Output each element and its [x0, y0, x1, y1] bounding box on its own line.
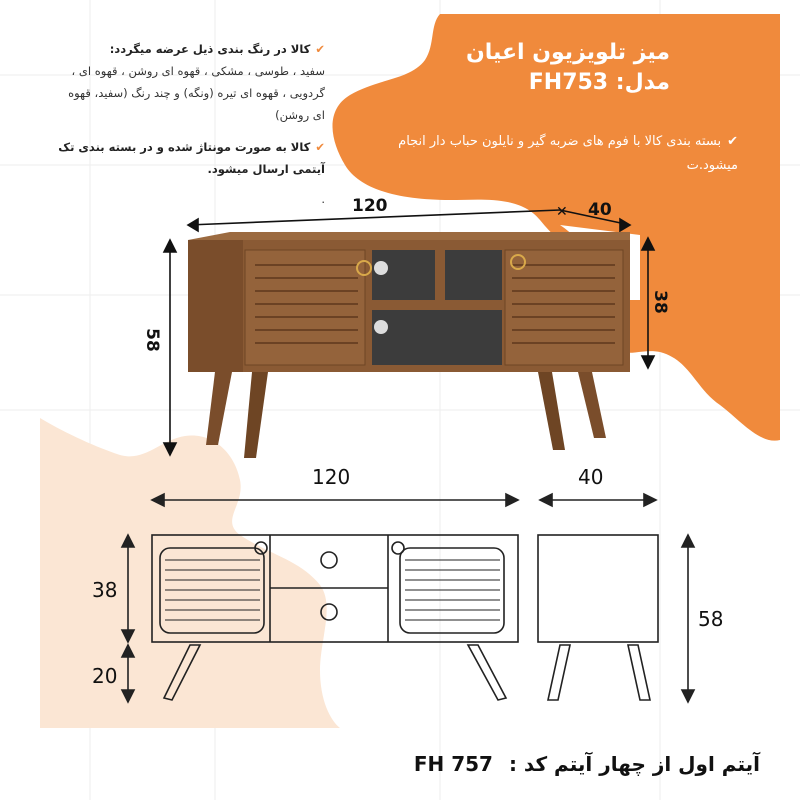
photo-width-label: 120	[352, 196, 388, 216]
item-code-footer	[414, 752, 760, 776]
title-line-1: میز تلویزیون اعیان	[465, 40, 670, 65]
footer-label: آیتم اول از چهار آیتم کد :	[508, 752, 760, 776]
draw-depth-label: 40	[578, 465, 604, 489]
colors-body: سفید ، طوسی ، مشکی ، قهوه ای روشن ، قهوه ای ، گردویی ، قهوه ای تیره (ونگه) و چند رنگ (سفید، قهوه ای روشن)	[68, 64, 325, 122]
side-view	[538, 535, 658, 642]
title-line-2: مدل: FH753	[528, 70, 670, 95]
footer-code: FH 757	[413, 752, 493, 776]
assembly-note: کالا به صورت مونتاژ شده و در بسته بندی تک آیتمی ارسال میشود.	[58, 140, 325, 176]
photo-body-height-label: 38	[649, 290, 670, 314]
photo-height-label: 58	[141, 328, 162, 352]
colors-heading: کالا در رنگ بندی ذیل عرضه میگردد:	[109, 42, 311, 56]
photo-depth-label: 40	[588, 200, 612, 220]
draw-body-height-label: 38	[92, 578, 118, 602]
check-icon: ✔	[727, 134, 738, 149]
check-icon: ✔	[315, 140, 325, 154]
draw-total-height-label: 58	[698, 607, 724, 631]
stray-dot: .	[321, 192, 325, 206]
draw-width-label: 120	[312, 465, 351, 489]
check-icon: ✔	[315, 42, 325, 56]
packaging-note-text: بسته بندی کالا با فوم های ضربه گیر و نایلون حباب دار انجام میشود.ت	[398, 134, 738, 173]
draw-leg-height-label: 20	[92, 664, 118, 688]
svg-text:✕: ✕	[556, 204, 568, 220]
